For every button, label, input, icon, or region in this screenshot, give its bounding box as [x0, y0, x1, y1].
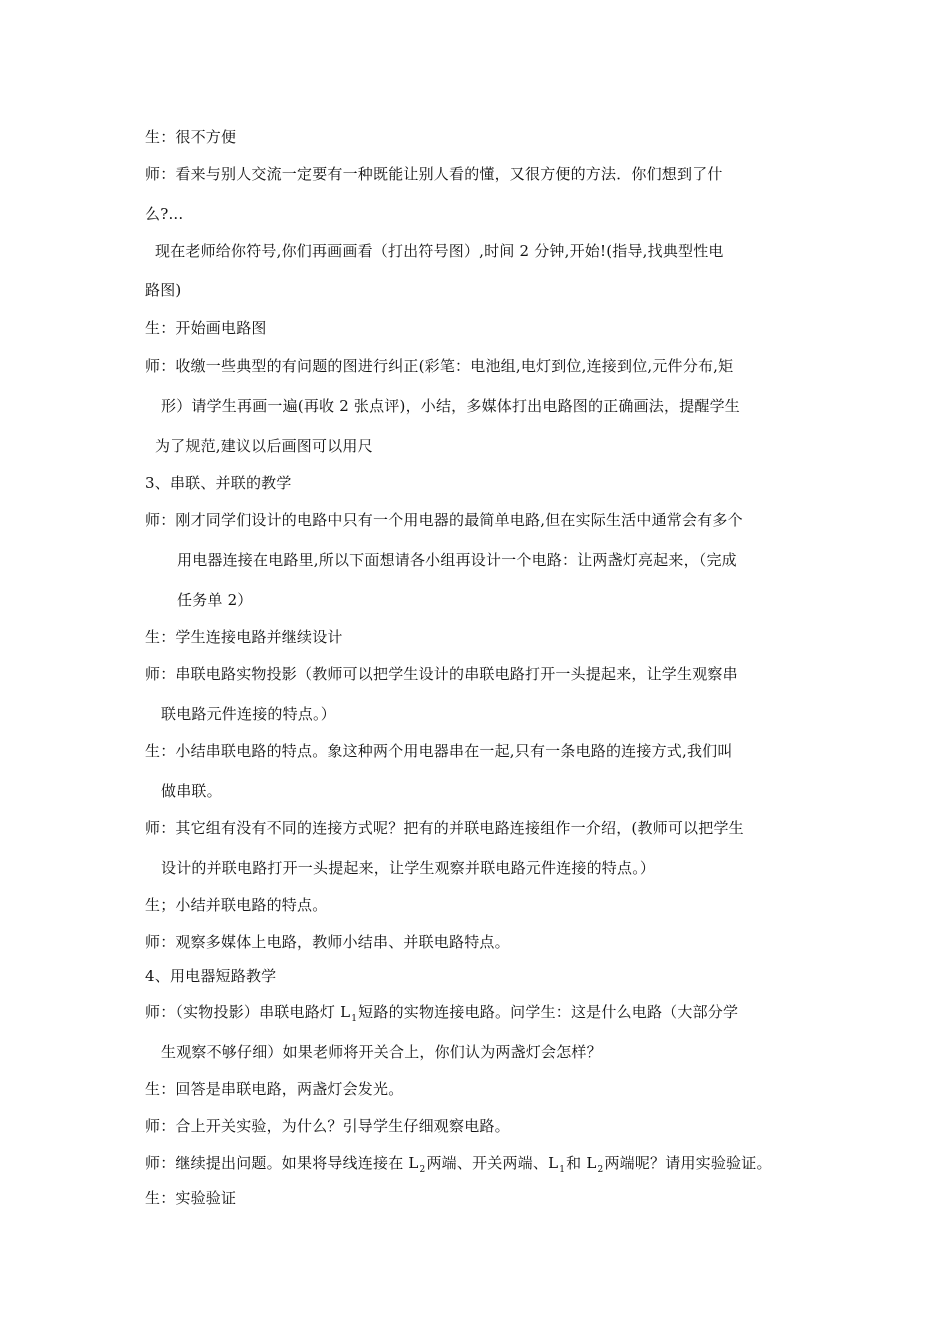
- dialogue-line-continued: 么?...: [145, 205, 184, 223]
- dialogue-line: 生：回答是串联电路，两盏灯会发光。: [145, 1080, 404, 1098]
- section-heading: 3、串联、并联的教学: [145, 474, 292, 492]
- dialogue-line: 生：开始画电路图: [145, 319, 267, 337]
- dialogue-line-continued: 联电路元件连接的特点。）: [161, 705, 336, 723]
- dialogue-line-continued: 任务单 2）: [177, 591, 253, 609]
- paragraph-line-continued: 路图): [145, 281, 182, 299]
- dialogue-line: 师：收缴一些典型的有问题的图进行纠正(彩笔：电池组,电灯到位,连接到位,元件分布,矩: [145, 357, 734, 375]
- dialogue-line: 师：（实物投影）串联电路灯 $L_1$短路的实物连接电路。问学生：这是什么电路（大部分学: [145, 1003, 739, 1024]
- dialogue-line: 师：继续提出问题。如果将导线连接在 $L_2$两端、开关两端、$L_1$和 $L_2$两端呢？请用实验验证。: [145, 1154, 772, 1175]
- dialogue-line: 生；小结并联电路的特点。: [145, 896, 328, 914]
- dialogue-line: 生：学生连接电路并继续设计: [145, 628, 343, 646]
- dialogue-line-continued: 为了规范,建议以后画图可以用尺: [155, 437, 373, 455]
- dialogue-line: 生：实验验证: [145, 1189, 237, 1207]
- dialogue-line: 师：观察多媒体上电路，教师小结串、并联电路特点。: [145, 933, 510, 951]
- section-heading: 4、用电器短路教学: [145, 967, 277, 985]
- dialogue-line: 生：很不方便: [145, 128, 237, 146]
- dialogue-line-continued: 形）请学生再画一遍(再收 2 张点评)，小结，多媒体打出电路图的正确画法，提醒学生: [161, 397, 740, 415]
- dialogue-line: 师：刚才同学们设计的电路中只有一个用电器的最简单电路,但在实际生活中通常会有多个: [145, 511, 743, 529]
- dialogue-line: 师：看来与别人交流一定要有一种既能让别人看的懂，又很方便的方法．你们想到了什: [145, 165, 723, 183]
- dialogue-line: 师：串联电路实物投影（教师可以把学生设计的串联电路打开一头提起来，让学生观察串: [145, 665, 738, 683]
- dialogue-line-continued: 设计的并联电路打开一头提起来，让学生观察并联电路元件连接的特点。）: [161, 859, 656, 877]
- dialogue-line-continued: 用电器连接在电路里,所以下面想请各小组再设计一个电路：让两盏灯亮起来，（完成: [177, 551, 737, 569]
- dialogue-line: 师：合上开关实验，为什么？引导学生仔细观察电路。: [145, 1117, 510, 1135]
- dialogue-line-continued: 做串联。: [161, 782, 222, 800]
- paragraph-line: 现在老师给你符号,你们再画画看（打出符号图）,时间 2 分钟,开始!(指导,找典型性电: [155, 242, 724, 260]
- dialogue-line: 生：小结串联电路的特点。象这种两个用电器串在一起,只有一条电路的连接方式,我们叫: [145, 742, 733, 760]
- dialogue-line: 师：其它组有没有不同的连接方式呢？把有的并联电路连接组作一介绍，(教师可以把学生: [145, 819, 744, 837]
- dialogue-line-continued: 生观察不够仔细）如果老师将开关合上，你们认为两盏灯会怎样？: [161, 1043, 602, 1061]
